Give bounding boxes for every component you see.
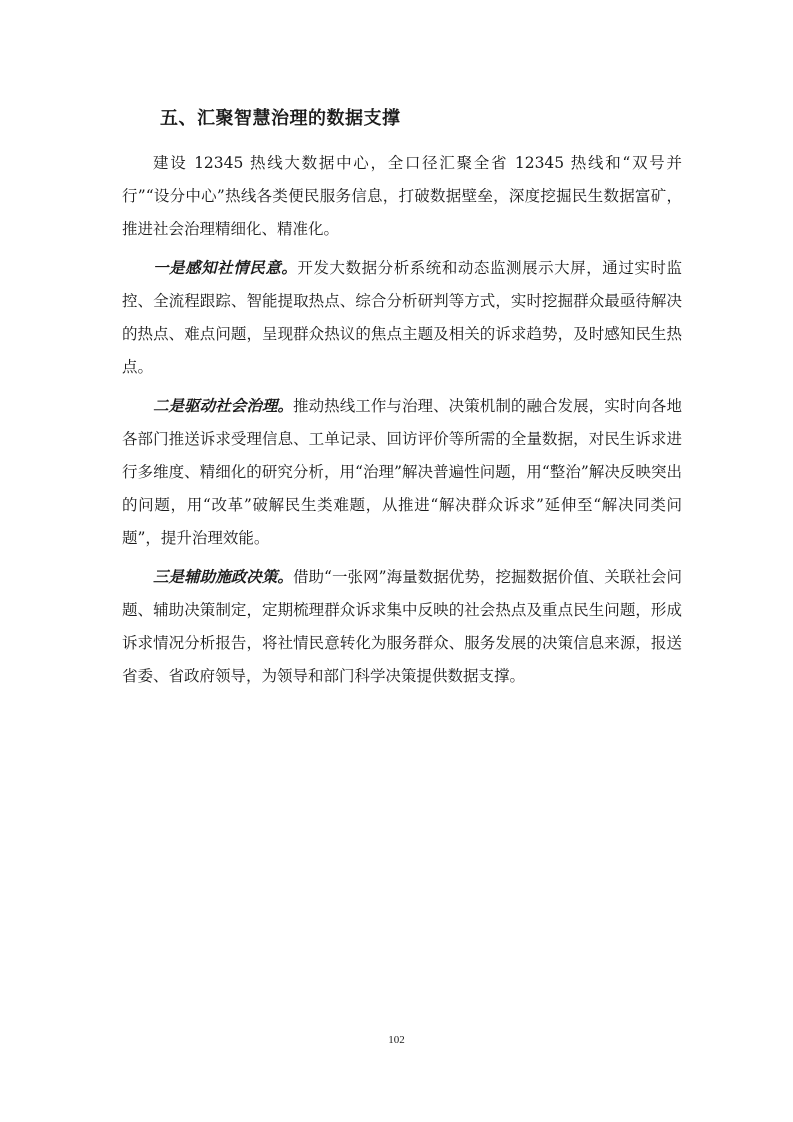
paragraph-lead: 二是驱动社会治理。 — [153, 397, 294, 415]
paragraph-lead: 一是感知社情民意。 — [153, 259, 298, 277]
paragraph-lead: 三是辅助施政决策。 — [153, 568, 293, 586]
paragraph-drive-social-governance — [122, 390, 682, 555]
paragraph-assist-decision-making — [122, 561, 682, 693]
paragraph-sense-public-opinion — [122, 252, 682, 384]
paragraph-text: 推动热线工作与治理、决策机制的融合发展，实时向各地各部门推送诉求受理信息、工单记录、回访评价等所需的全量数据，对民生诉求进行多维度、精细化的研究分析，用“治理”解决普遍性问题，用“整治”解决反映突出的问题，用“改革”破解民生类难题，从推进“解决群众诉求”延伸至“解决同类问题”，提升治理效能。 — [122, 397, 682, 547]
section-heading: 五、汇聚智慧治理的数据支撑 — [160, 108, 401, 129]
page-number: 102 — [388, 1034, 405, 1046]
paragraph-text: 开发大数据分析系统和动态监测展示大屏，通过实时监控、全流程跟踪、智能提取热点、综合分析研判等方式，实时挖掘群众最亟待解决的热点、难点问题，呈现群众热议的焦点主题及相关的诉求趋势，及时感知民生热点。 — [122, 259, 682, 376]
body-text — [122, 147, 682, 699]
intro-paragraph: 建设 12345 热线大数据中心，全口径汇聚全省 12345 热线和“双号并行”“设分中心”热线各类便民服务信息，打破数据壁垒，深度挖掘民生数据富矿，推进社会治理精细化、精准化。 — [122, 154, 682, 238]
paragraph-text: 借助“一张网”海量数据优势，挖掘数据价值、关联社会问题、辅助决策制定，定期梳理群众诉求集中反映的社会热点及重点民生问题，形成诉求情况分析报告，将社情民意转化为服务群众、服务发展的决策信息来源，报送省委、省政府领导，为领导和部门科学决策提供数据支撑。 — [122, 568, 682, 685]
